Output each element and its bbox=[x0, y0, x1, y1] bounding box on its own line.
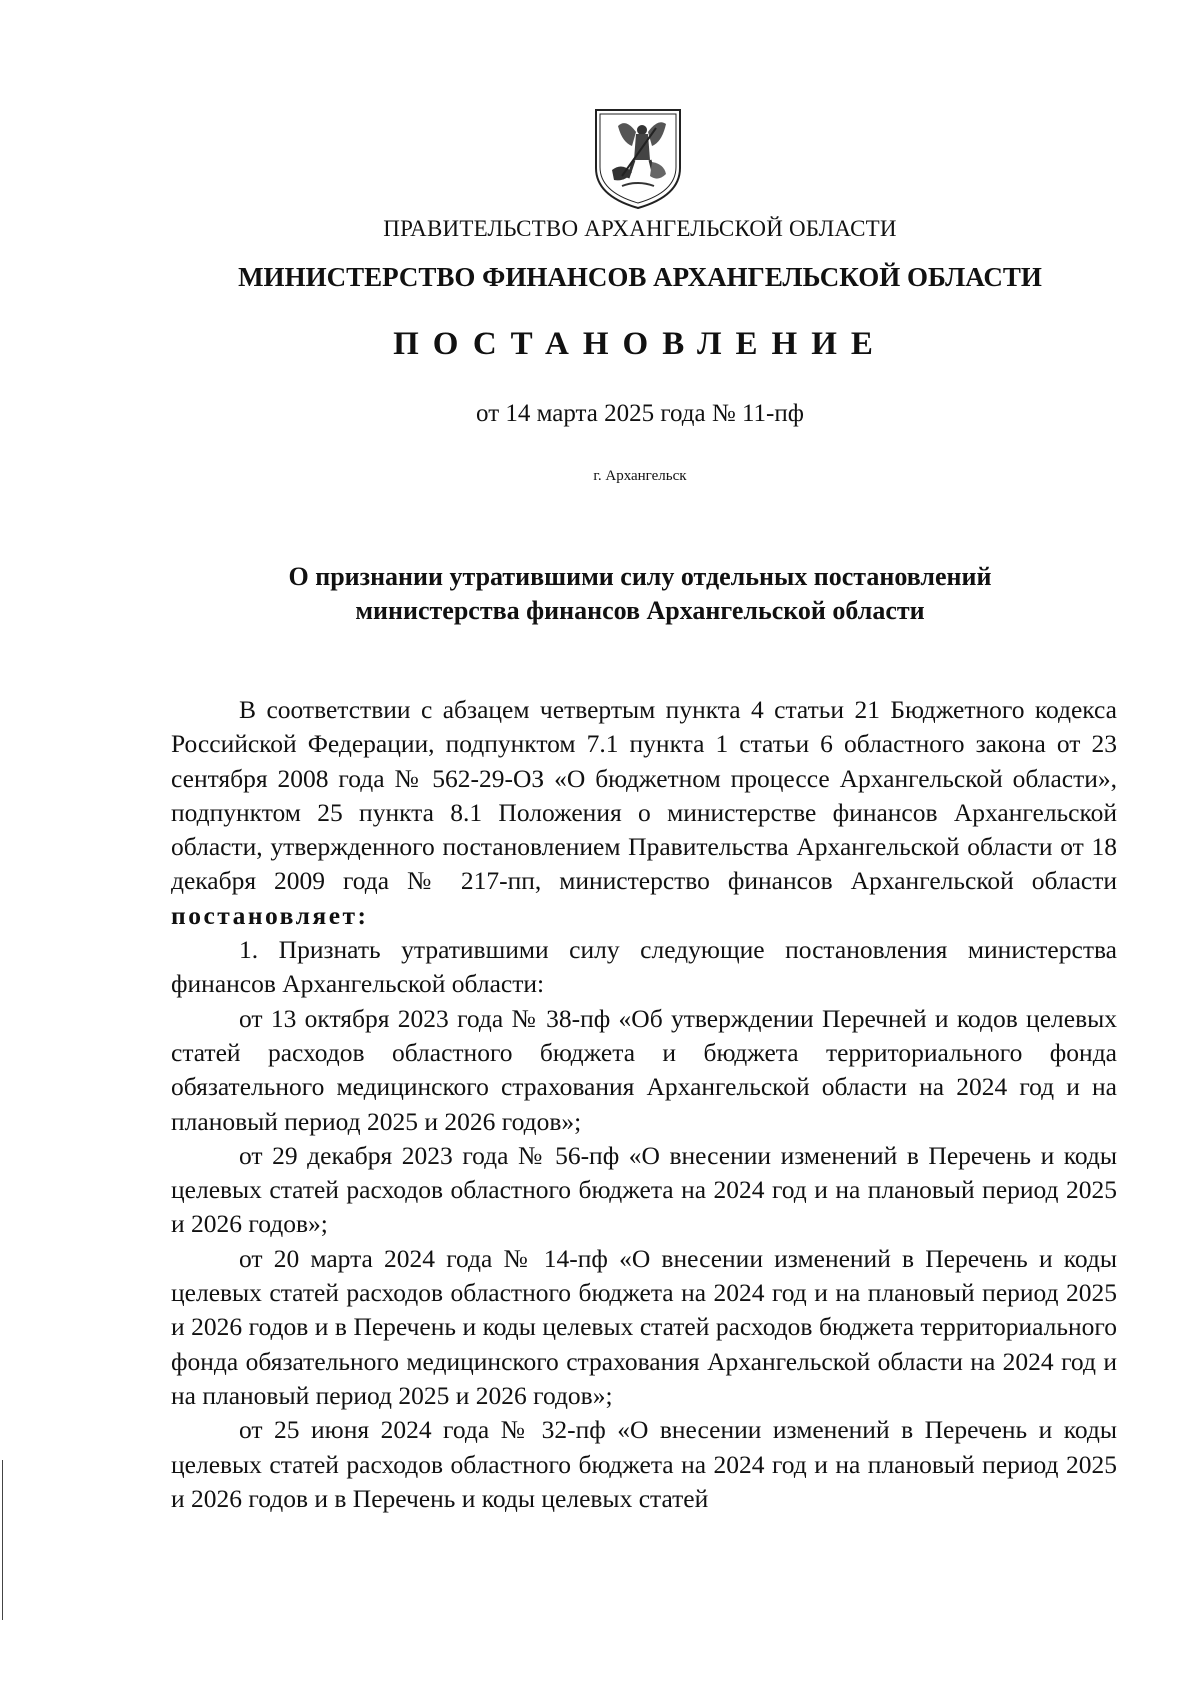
scan-edge-line bbox=[2, 1460, 3, 1620]
title-line-1: О признании утратившими силу отдельных постановлений bbox=[288, 562, 992, 591]
decree-word: постановляет: bbox=[171, 900, 369, 930]
document-city: г. Архангельск bbox=[593, 468, 687, 484]
list-item: от 29 декабря 2023 года № 56-пф «О внесении изменений в Перечень и коды целевых статей расходов областного бюджета на 2024 год и на плановый период 2025 и 2026 годов»; bbox=[171, 1140, 1117, 1239]
item-1-paragraph: 1. Признать утратившими силу следующие постановления министерства финансов Архангельской области: bbox=[171, 935, 1117, 999]
list-item: от 25 июня 2024 года № 32-пф «О внесении изменений в Перечень и коды целевых статей расходов областного бюджета на 2024 год и на плановый период 2025 и 2026 годов и в Перечень и коды целевых статей bbox=[171, 1415, 1117, 1513]
ministry-name: МИНИСТЕРСТВО ФИНАНСОВ АРХАНГЕЛЬСКОЙ ОБЛАСТИ bbox=[238, 262, 1042, 292]
government-name: ПРАВИТЕЛЬСТВО АРХАНГЕЛЬСКОЙ ОБЛАСТИ bbox=[383, 216, 897, 241]
list-item: от 13 октября 2023 года № 38-пф «Об утверждении Перечней и кодов целевых статей расходов областного бюджета и бюджета территориального фонда обязательного медицинского страхования Архангельской области на 2024 год и на плановый период 2025 и 2026 годов»; bbox=[171, 1003, 1117, 1136]
document-body bbox=[171, 693, 1117, 1516]
coat-of-arms-icon bbox=[592, 106, 684, 212]
list-item: от 20 марта 2024 года № 14-пф «О внесении изменений в Перечень и коды целевых статей расходов областного бюджета на 2024 год и на плановый период 2025 и 2026 годов и в Перечень и коды целевых статей расходов бюджета территориального фонда обязательного медицинского страхования Архангельской области на 2024 год и на плановый период 2025 и 2026 годов»; bbox=[171, 1243, 1117, 1410]
preamble-text: В соответствии с абзацем четвертым пункта 4 статьи 21 Бюджетного кодекса Российской Федерации, подпунктом 7.1 пункта 1 статьи 6 областного закона от 23 сентября 2008 года № 562-29-ОЗ «О бюджетном процессе Архангельской области», подпунктом 25 пункта 8.1 Положения о министерстве финансов Архангельской области, утвержденного постановлением Правительства Архангельской области от 18 декабря 2009 года № 217-пп, министерство финансов Архангельской области bbox=[171, 695, 1117, 896]
document-date-number: от 14 марта 2025 года № 11-пф bbox=[476, 400, 804, 427]
title-line-2: министерства финансов Архангельской области bbox=[355, 596, 925, 625]
document-type: ПОСТАНОВЛЕНИЕ bbox=[393, 326, 887, 362]
preamble-paragraph bbox=[171, 693, 1117, 933]
document-title bbox=[150, 560, 1130, 628]
